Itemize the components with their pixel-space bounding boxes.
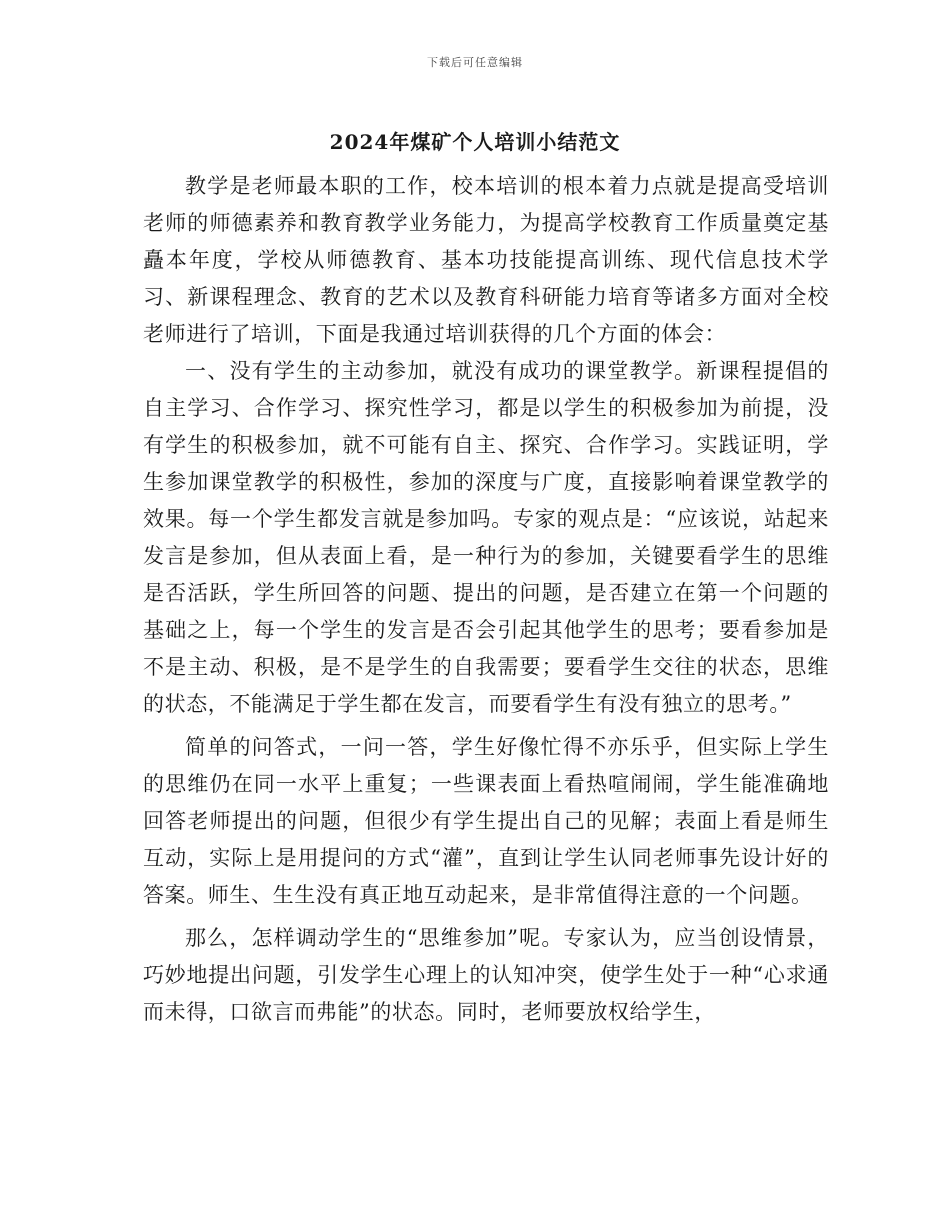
document-body xyxy=(143,168,829,1031)
paragraph-intro: 教学是老师最本职的工作，校本培训的根本着力点就是提高受培训老师的师德素养和教育教学业务能力，为提高学校教育工作质量奠定基矗本年度，学校从师德教育、基本功技能提高训练、现代信息技术学习、新课程理念、教育的艺术以及教育科研能力培育等诸多方面对全校老师进行了培训，下面是我通过培训获得的几个方面的体会： xyxy=(143,174,829,346)
document-title: 2024年煤矿个人培训小结范文 xyxy=(329,130,621,154)
page-header-note: 下载后可任意编辑 xyxy=(427,56,523,69)
paragraph-thinking-participation: 那么，怎样调动学生的“思维参加”呢。专家认为，应当创设情景，巧妙地提出问题，引发学生心理上的认知冲突，使学生处于一种“心求通而未得，口欲言而弗能”的状态。同时，老师要放权给学生， xyxy=(143,926,829,1024)
paragraph-point-one: 一、没有学生的主动参加，就没有成功的课堂教学。新课程提倡的自主学习、合作学习、探究性学习，都是以学生的积极参加为前提，没有学生的积极参加，就不可能有自主、探究、合作学习。实践证明，学生参加课堂教学的积极性，参加的深度与广度，直接影响着课堂教学的效果。每一个学生都发言就是参加吗。专家的观点是：“应该说，站起来发言是参加，但从表面上看，是一种行为的参加，关键要看学生的思维是否活跃，学生所回答的问题、提出的问题，是否建立在第一个问题的基础之上，每一个学生的发言是否会引起其他学生的思考；要看参加是不是主动、积极，是不是学生的自我需要；要看学生交往的状态，思维的状态，不能满足于学生都在发言，而要看学生有没有独立的思考。” xyxy=(143,359,829,716)
paragraph-qa-style: 简单的问答式，一问一答，学生好像忙得不亦乐乎，但实际上学生的思维仍在同一水平上重复；一些课表面上看热喧闹闹，学生能准确地回答老师提出的问题，但很少有学生提出自己的见解；表面上看是师生互动，实际上是用提问的方式“灌”，直到让学生认同老师事先设计好的答案。师生、生生没有真正地互动起来，是非常值得注意的一个问题。 xyxy=(143,735,829,907)
